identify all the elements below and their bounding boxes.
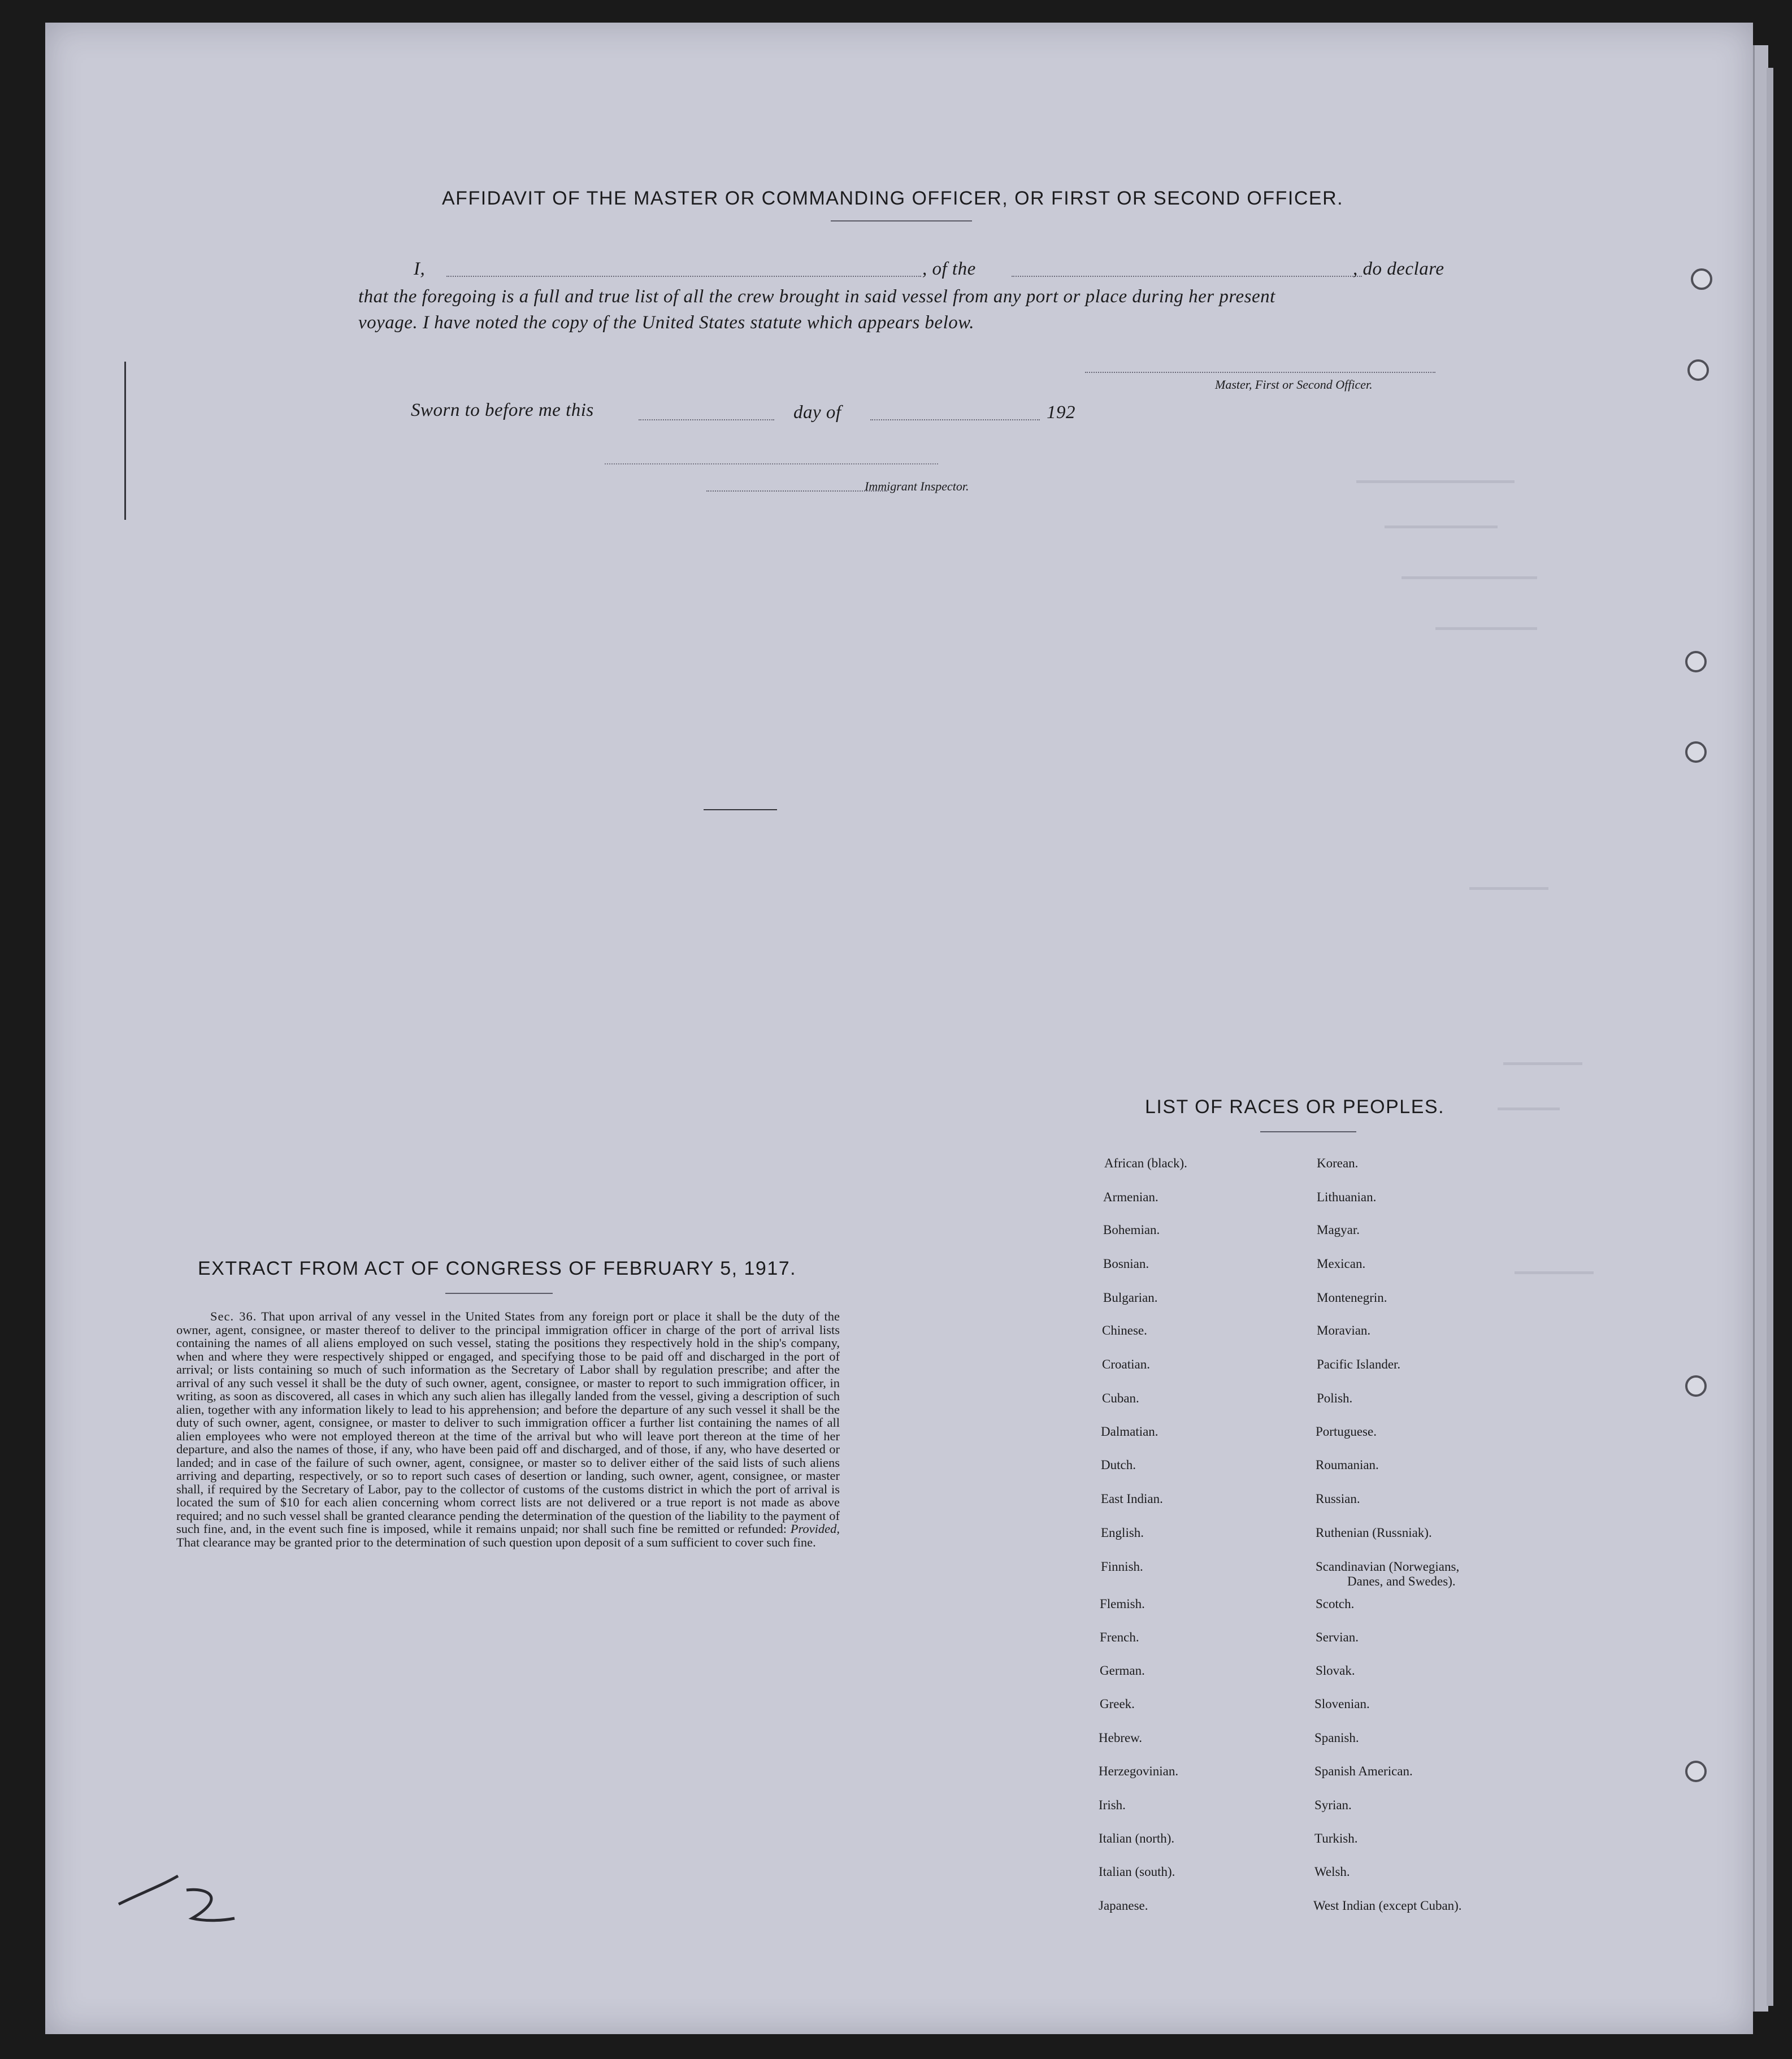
race-item: Korean. (1317, 1156, 1359, 1170)
race-item: Scotch. (1316, 1597, 1355, 1611)
race-item: Flemish. (1100, 1597, 1145, 1611)
race-item: Bulgarian. (1103, 1291, 1158, 1305)
race-item: Hebrew. (1099, 1731, 1143, 1745)
race-item: Japanese. (1099, 1899, 1148, 1913)
race-item: Moravian. (1317, 1323, 1371, 1337)
race-item: Dalmatian. (1101, 1424, 1158, 1439)
page-edge-back (1767, 68, 1773, 2006)
race-item: Italian (south). (1099, 1865, 1175, 1879)
affidavit-of-the: , of the (922, 259, 976, 279)
race-item: Slovenian. (1314, 1697, 1370, 1711)
master-signature-blank (1085, 372, 1435, 373)
handwritten-mark (107, 1865, 243, 1932)
race-item: Croatian. (1102, 1357, 1150, 1371)
affidavit-line-3: voyage. I have noted the copy of the United States statute which appears below. (358, 312, 975, 333)
stray-mark (704, 809, 777, 810)
race-item: Ruthenian (Russniak). (1316, 1526, 1432, 1540)
affidavit-line-2: that the foregoing is a full and true list of all the crew brought in said vessel from any port or place during her present (358, 286, 1275, 307)
race-item: Chinese. (1102, 1323, 1147, 1337)
race-item: West Indian (except Cuban). (1313, 1899, 1462, 1913)
bleed-through (1469, 887, 1548, 890)
race-item: African (black). (1104, 1156, 1187, 1170)
race-item: Irish. (1099, 1798, 1126, 1812)
race-item: English. (1101, 1526, 1144, 1540)
race-item: Magyar. (1317, 1223, 1360, 1237)
race-item: Polish. (1317, 1391, 1353, 1405)
act-title: EXTRACT FROM ACT OF CONGRESS OF FEBRUARY 5, 1917. (198, 1258, 797, 1279)
act-provided: Provided, (790, 1522, 840, 1536)
bleed-through (1515, 1271, 1594, 1274)
races-title-underline (1260, 1131, 1356, 1132)
race-item: Syrian. (1314, 1798, 1352, 1812)
master-label: Master, First or Second Officer. (1215, 377, 1373, 392)
race-item: Armenian. (1103, 1190, 1158, 1204)
affidavit-line-i: I, (414, 259, 426, 279)
race-item: Welsh. (1314, 1865, 1350, 1879)
race-item: Pacific Islander. (1317, 1357, 1401, 1371)
race-item: Bosnian. (1103, 1257, 1149, 1271)
binder-hole (1691, 268, 1712, 290)
race-item-continuation: Danes, and Swedes). (1347, 1574, 1456, 1588)
day-blank (639, 419, 774, 420)
race-item: Russian. (1316, 1492, 1360, 1506)
title-underline (831, 220, 972, 221)
race-item: Servian. (1316, 1630, 1359, 1644)
bleed-through (1435, 627, 1537, 630)
binder-hole (1685, 1761, 1707, 1782)
race-item: Bohemian. (1103, 1223, 1160, 1237)
race-item: French. (1100, 1630, 1139, 1644)
races-title: LIST OF RACES OR PEOPLES. (1145, 1096, 1445, 1118)
bleed-through (1402, 576, 1537, 579)
race-item: Mexican. (1317, 1257, 1366, 1271)
margin-mark (124, 362, 126, 520)
act-title-underline (445, 1293, 553, 1294)
vessel-blank (1012, 276, 1362, 277)
race-item: Italian (north). (1099, 1831, 1175, 1845)
bleed-through (1498, 1107, 1560, 1110)
binder-hole (1685, 1375, 1707, 1397)
bleed-through (1356, 480, 1515, 483)
race-item: Turkish. (1314, 1831, 1358, 1845)
act-body-text: That upon arrival of any vessel in the United States from any foreign port or place it shall be the duty of the owner, agent, consignee, or master thereof to deliver to the principal immigration officer in charge of the port of arrival lists containing the names of all aliens employed on such vessel, stating the positions they respectively hold in the ship's company, when and where they were respectively shipped or engaged, and specifying those to be paid off and discharged in the port of arrival; or lists containing so much of such information as the Secretary of Labor shall by regulation prescribe; and after the arrival of any such vessel it shall be the duty of such owner, agent, consignee, or master to report to such immigration officer, in writing, as soon as discovered, all cases in which any such alien has illegally landed from the vessel, giving a description of such alien, together with any information likely to lead to his apprehension; and before the departure of any such vessel it shall be the duty of such owner, agent, consignee, or master to deliver to such immigration officer a further list containing the names of all alien employees who were not employed thereon at the time of the arrival but who will leave port thereon at the time of her departure, and also the names of those, if any, who have been paid off and discharged, and of those, if any, who have deserted or landed; and in case of the failure of such owner, agent, consignee, or master so to deliver either of the said lists of such aliens arriving and departing, respectively, or so to report such cases of desertion or landing, such owner, agent, consignee, or master shall, if required by the Secretary of Labor, pay to the collector of customs of the customs district in which the port of arrival is located the sum of $10 for each alien concerning whom correct lists are not delivered or a true report is not made as above required; and no such vessel shall be granted clearance pending the determination of the question of the liability to the payment of such fine, and, in the event such fine is imposed, while it remains unpaid; nor shall such fine be remitted or refunded: (176, 1309, 840, 1536)
inspector-label: Immigrant Inspector. (865, 479, 969, 493)
race-item: Greek. (1100, 1697, 1135, 1711)
affidavit-title: AFFIDAVIT OF THE MASTER OR COMMANDING OFFICER, OR FIRST OR SECOND OFFICER. (442, 188, 1344, 209)
race-item: Spanish. (1314, 1731, 1359, 1745)
race-item: East Indian. (1101, 1492, 1163, 1506)
race-item: German. (1100, 1663, 1145, 1678)
name-blank (446, 276, 921, 277)
inspector-signature-blank (706, 490, 887, 492)
race-item: Spanish American. (1314, 1764, 1413, 1778)
race-item: Finnish. (1101, 1560, 1143, 1574)
act-body-end: That clearance may be granted prior to the determination of such question upon deposit of a sum sufficient to cover such fine. (176, 1535, 816, 1549)
race-item: Scandinavian (Norwegians, (1316, 1560, 1460, 1574)
year-label: 192 (1047, 402, 1075, 423)
race-item: Montenegrin. (1317, 1291, 1387, 1305)
inspector-upper-line (605, 463, 938, 464)
binder-hole (1685, 741, 1707, 763)
race-item: Herzegovinian. (1099, 1764, 1179, 1778)
month-blank (870, 419, 1040, 420)
race-item: Slovak. (1316, 1663, 1355, 1678)
binder-hole (1687, 359, 1709, 381)
page-edge (1753, 45, 1768, 2012)
race-item: Portuguese. (1316, 1424, 1377, 1439)
binder-hole (1685, 651, 1707, 672)
act-section-number: Sec. 36. (210, 1309, 257, 1323)
race-item: Dutch. (1101, 1458, 1136, 1472)
race-item: Lithuanian. (1317, 1190, 1377, 1204)
act-section-36 (176, 1310, 840, 1549)
sworn-label: Sworn to before me this (411, 400, 594, 420)
day-of-label: day of (793, 402, 841, 423)
bleed-through (1385, 525, 1498, 528)
affidavit-do-declare: , do declare (1353, 259, 1444, 279)
race-item: Roumanian. (1316, 1458, 1379, 1472)
bleed-through (1503, 1062, 1582, 1065)
race-item: Cuban. (1102, 1391, 1139, 1405)
